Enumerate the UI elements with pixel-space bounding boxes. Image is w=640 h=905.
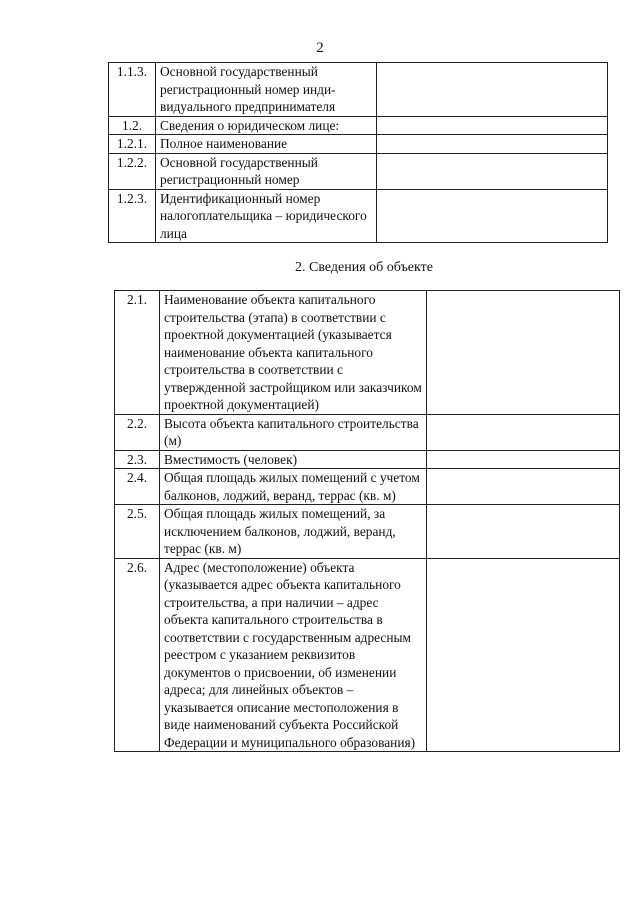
table-row [115, 450, 620, 469]
row-value-cell[interactable] [427, 469, 620, 505]
table-row [115, 414, 620, 450]
row-label: Высота объекта капитального строительства (м) [160, 414, 427, 450]
applicant-info-table [108, 62, 608, 243]
row-number: 2.1. [115, 291, 160, 415]
row-value-cell[interactable] [377, 63, 608, 117]
row-value-cell[interactable] [377, 116, 608, 135]
row-number: 2.5. [115, 505, 160, 559]
row-label: Основной государственный регистрационный номер инди-видуального предпринимателя [156, 63, 377, 117]
table-row [115, 469, 620, 505]
table-row [115, 291, 620, 415]
table-row [115, 558, 620, 752]
object-info-table [114, 290, 620, 752]
table-row [109, 189, 608, 243]
row-number: 2.4. [115, 469, 160, 505]
row-label: Идентификационный номер налогоплательщика – юридического лица [156, 189, 377, 243]
row-value-cell[interactable] [377, 135, 608, 154]
row-label: Вместимость (человек) [160, 450, 427, 469]
table-row [109, 153, 608, 189]
row-number: 1.2.2. [109, 153, 156, 189]
row-number: 2.6. [115, 558, 160, 752]
row-label: Сведения о юридическом лице: [156, 116, 377, 135]
row-value-cell[interactable] [427, 558, 620, 752]
row-number: 1.1.3. [109, 63, 156, 117]
row-label: Адрес (местоположение) объекта (указывается адрес объекта капитального строительства, а при наличии – адрес объекта капитального строительства в соответствии с государственным адресным реестром с указанием реквизитов документов о присвоении, об изменении адреса; для линейных объектов – указывается описание местоположения в виде наименований субъекта Российской Федерации и муниципального образования) [160, 558, 427, 752]
row-label: Основной государственный регистрационный номер [156, 153, 377, 189]
row-label: Общая площадь жилых помещений, за исключением балконов, лоджий, веранд, террас (кв. м) [160, 505, 427, 559]
row-value-cell[interactable] [427, 505, 620, 559]
row-label: Общая площадь жилых помещений с учетом балконов, лоджий, веранд, террас (кв. м) [160, 469, 427, 505]
row-number: 1.2. [109, 116, 156, 135]
section-title: 2. Сведения об объекте [295, 260, 433, 275]
row-label: Наименование объекта капитального строительства (этапа) в соответствии с проектной документацией (указывается наименование объекта капитального строительства в соответствии с утвержденной застройщиком или заказчиком проектной документацией) [160, 291, 427, 415]
row-number: 1.2.3. [109, 189, 156, 243]
row-number: 2.2. [115, 414, 160, 450]
table-row [115, 505, 620, 559]
page-number: 2 [316, 40, 324, 56]
row-number: 1.2.1. [109, 135, 156, 154]
row-value-cell[interactable] [427, 291, 620, 415]
row-value-cell[interactable] [427, 450, 620, 469]
row-number: 2.3. [115, 450, 160, 469]
table-row [109, 116, 608, 135]
row-value-cell[interactable] [377, 189, 608, 243]
row-value-cell[interactable] [377, 153, 608, 189]
row-value-cell[interactable] [427, 414, 620, 450]
table-row [109, 135, 608, 154]
table-row [109, 63, 608, 117]
row-label: Полное наименование [156, 135, 377, 154]
